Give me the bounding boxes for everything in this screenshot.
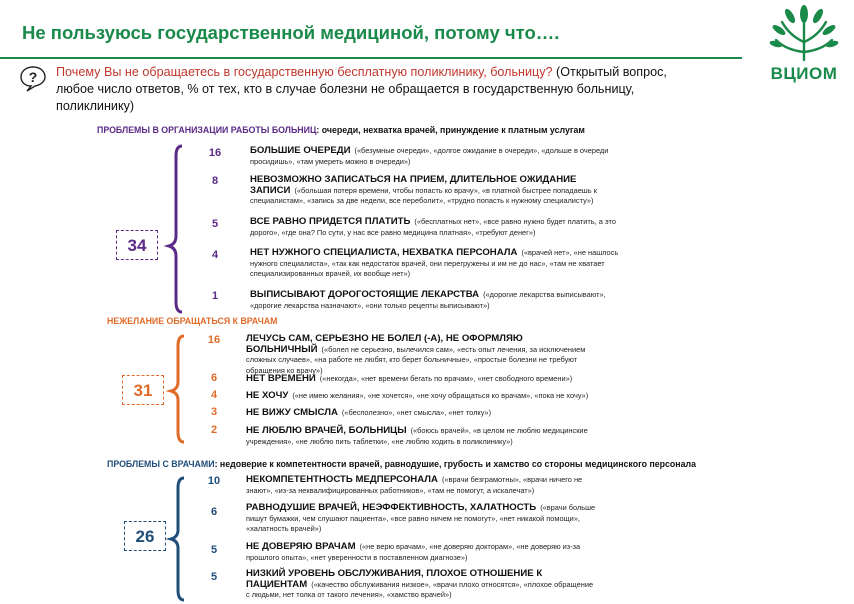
question-note: (Открытый вопрос, любое число ответов, % от тех, кто в случае болезни не обращается в государственную больницу, поликлинику) <box>56 65 667 113</box>
survey-question <box>56 64 706 115</box>
svg-text:?: ? <box>28 69 38 85</box>
item-value: 5 <box>210 544 218 556</box>
list-item: БОЛЬШИЕ ОЧЕРЕДИ («безумные очереди», «долгое ожидание в очереди», «дольше в очереди просидишь», «там умереть можно в очереди») <box>250 145 609 166</box>
list-item: ЛЕЧУСЬ САМ, СЕРЬЕЗНО НЕ БОЛЕЛ (-А), НЕ ОФОРМЛЯЮ БОЛЬНИЧНЫЙ («болел не серьезно, вылечился сам», «есть опыт лечения, за исключением сложных случаев», «на работе не любят, кто берет больничные», «простые болезни не требуют обращения ко врачу») <box>246 333 586 375</box>
list-item: ВСЕ РАВНО ПРИДЕТСЯ ПЛАТИТЬ («бесплатных нет», «все равно нужно будет платить, а это дорого», «где она? По сути, у нас все равно медицина платная», «требуют денег») <box>250 216 616 237</box>
section-heading-organization: ПРОБЛЕМЫ В ОРГАНИЗАЦИИ РАБОТЫ БОЛЬНИЦ: очереди, нехватка врачей, принуждение к платным услугам <box>97 125 585 135</box>
question-main: Почему Вы не обращаетесь в государственную бесплатную поликлинику, больницу? <box>56 65 553 79</box>
item-value: 6 <box>210 372 218 384</box>
list-item: НЕ ЛЮБЛЮ ВРАЧЕЙ, БОЛЬНИЦЫ («боюсь врачей», «в целом не люблю медицинские учреждения», «не люблю пить таблетки», «не люблю ходить в поликлинику») <box>246 425 588 446</box>
item-value: 3 <box>210 406 218 418</box>
list-item: ВЫПИСЫВАЮТ ДОРОГОСТОЯЩИЕ ЛЕКАРСТВА («дорогие лекарства выписывают», «дорогие лекарства назначают», «они только рецепты выписывают») <box>250 289 606 310</box>
list-item: НЕВОЗМОЖНО ЗАПИСАТЬСЯ НА ПРИЕМ, ДЛИТЕЛЬНОЕ ОЖИДАНИЕ ЗАПИСИ («большая потеря времени, чтобы попасть ко врачу», «в платной быстрее попадаешь к специалистам», «запись за две недели, все переболит», «трудно попасть к нужному специалисту») <box>250 174 597 206</box>
list-item: НЕ ВИЖУ СМЫСЛА («бесполезно», «нет смысла», «нет толку») <box>246 407 492 418</box>
item-value: 10 <box>207 475 221 487</box>
question-mark-icon <box>18 64 48 92</box>
section-brace-reluctance <box>168 334 188 444</box>
item-value: 5 <box>211 218 219 230</box>
logo-text: ВЦИОМ <box>770 64 838 83</box>
list-item: НЕТ ВРЕМЕНИ («некогда», «нет времени бегать по врачам», «нет свободного времени») <box>246 373 573 384</box>
section-brace-organization <box>166 144 186 314</box>
section-brace-doctors <box>168 476 188 602</box>
list-item: НИЗКИЙ УРОВЕНЬ ОБСЛУЖИВАНИЯ, ПЛОХОЕ ОТНОШЕНИЕ К ПАЦИЕНТАМ («качество обслуживания низкое», «врачи плохо относятся», «плохое обращение с людьми, нет толка от такого лечения», «хамство врачей») <box>246 568 594 600</box>
section-heading-doctors: ПРОБЛЕМЫ С ВРАЧАМИ: недоверие к компетентности врачей, равнодушие, грубость и хамство со стороны медицинского персонала <box>107 459 696 469</box>
item-value: 2 <box>210 424 218 436</box>
tree-logo-icon <box>768 0 840 64</box>
item-value: 4 <box>211 249 219 261</box>
list-item: НЕ ХОЧУ («не имею желания», «не хочется», «не хочу обращаться ко врачам», «пока не хочу») <box>246 390 589 401</box>
item-value: 4 <box>210 389 218 401</box>
list-item: НЕ ДОВЕРЯЮ ВРАЧАМ («не верю врачам», «не доверяю докторам», «не доверяю из-за прошлого опыта», «нет уверенности в поставленном диагнозе») <box>246 541 581 562</box>
vciom-logo <box>768 0 840 86</box>
item-value: 16 <box>207 334 221 346</box>
item-value: 8 <box>211 175 219 187</box>
section-heading-reluctance: НЕЖЕЛАНИЕ ОБРАЩАТЬСЯ К ВРАЧАМ <box>107 316 278 326</box>
section-total-doctors: 26 <box>124 521 166 551</box>
list-item: РАВНОДУШИЕ ВРАЧЕЙ, НЕЭФФЕКТИВНОСТЬ, ХАЛАТНОСТЬ («врачи больше пишут бумажки, чем слушают пациента», «все равно ничем не помогут», «нет никакой помощи», «халатность врачей») <box>246 502 596 534</box>
item-value: 6 <box>210 506 218 518</box>
section-total-reluctance: 31 <box>122 375 164 405</box>
list-item: НЕТ НУЖНОГО СПЕЦИАЛИСТА, НЕХВАТКА ПЕРСОНАЛА («врачей нет», «не нашлось нужного специалиста», «так как недостаток врачей, они перегружены и им не до нас», «там не хватает специализированных врачей, их вообще нет») <box>250 247 619 279</box>
item-value: 16 <box>208 147 222 159</box>
page-title: Не пользуюсь государственной медициной, потому что…. <box>22 22 560 43</box>
item-value: 1 <box>211 290 219 302</box>
title-underline <box>0 57 742 59</box>
list-item: НЕКОМПЕТЕНТНОСТЬ МЕДПЕРСОНАЛА («врачи безграмотны», «врачи ничего не знают», «из-за неквалифицированных работников», «там не помогут, а искалечат») <box>246 474 583 495</box>
section-total-organization: 34 <box>116 230 158 260</box>
item-value: 5 <box>210 571 218 583</box>
